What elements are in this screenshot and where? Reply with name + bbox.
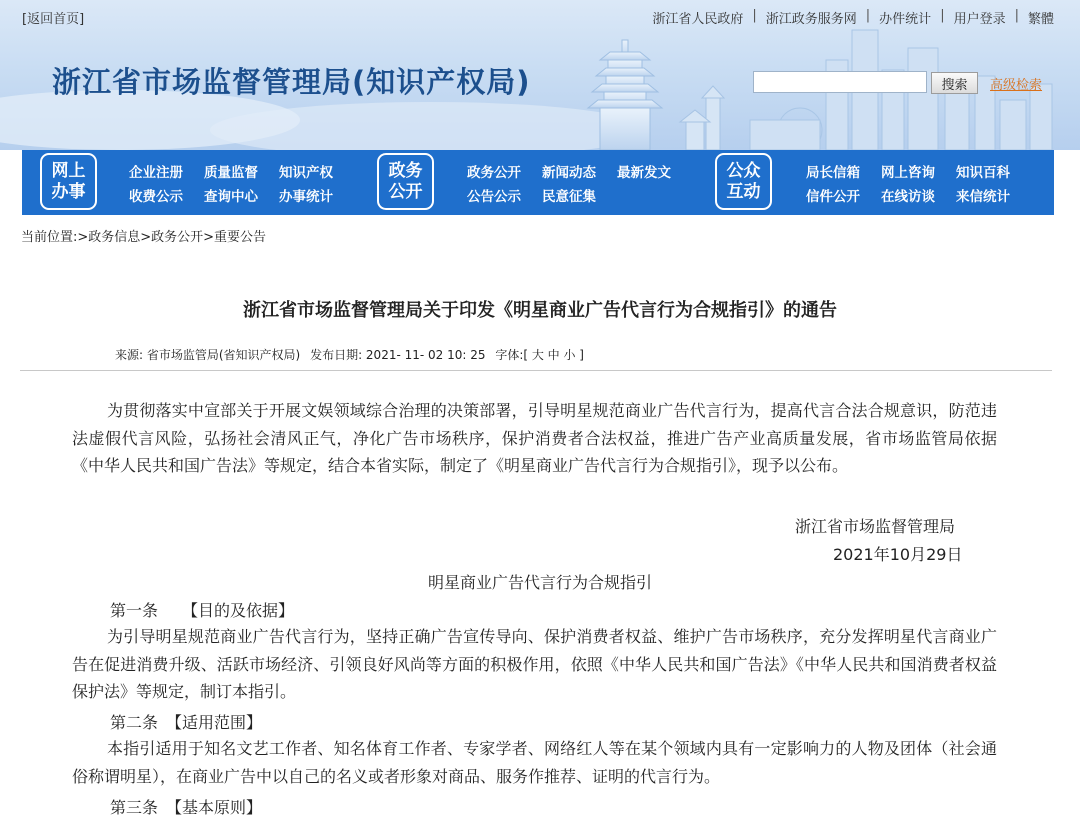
signature-org: 浙江省市场监督管理局 xyxy=(795,517,956,536)
nav-link-latest-docs[interactable]: 最新发文 xyxy=(617,165,671,181)
nav-link-public-letters[interactable]: 信件公开 xyxy=(806,189,860,205)
nav-link-announcements[interactable]: 公告公示 xyxy=(467,189,521,205)
top-nav-separator: | xyxy=(865,8,871,23)
article-1-text: 为引导明星规范商业广告代言行为，坚持正确广告宣传导向、保护消费者权益、维护广告市场秩序，充分发挥明星代言商业广告在促进消费升级、活跃市场经济、引领良好风尚等方面的积极作用，依照《中华人民共和国广告法》《中华人民共和国消费者权益保护法》等规定，制订本指引。 xyxy=(72,627,997,701)
nav-badge-line: 政务 xyxy=(388,160,423,181)
nav-badge-line: 网上 xyxy=(51,160,86,181)
top-nav xyxy=(652,8,1054,27)
breadcrumb: 当前位置:>政务信息>政务公开>重要公告 xyxy=(21,230,267,245)
advanced-search-link[interactable]: 高级检索 xyxy=(990,78,1043,93)
nav-badge-line: 公众 xyxy=(726,160,761,181)
nav-link-news[interactable]: 新闻动态 xyxy=(542,165,596,181)
signature-date: 2021年10月29日 xyxy=(833,545,963,564)
article-1-heading: 第一条 【目的及依据】 xyxy=(110,601,295,620)
nav-badge-line: 互动 xyxy=(726,181,761,202)
nav-link-public-opinion[interactable]: 民意征集 xyxy=(542,189,596,205)
nav-link-online-interview[interactable]: 在线访谈 xyxy=(881,189,935,205)
article-2-text: 本指引适用于知名文艺工作者、知名体育工作者、专家学者、网络红人等在某个领域内具有一定影响力的人物及团体（社会通俗称谓明星），在商业广告中以自己的名义或者形象对商品、服务作推荐、证明的代言行为。 xyxy=(72,739,997,786)
nav-link-quality-supervision[interactable]: 质量监督 xyxy=(204,165,258,181)
nav-link-intellectual-property[interactable]: 知识产权 xyxy=(279,165,333,181)
top-nav-login[interactable]: 用户登录 xyxy=(953,12,1006,27)
nav-link-enterprise-registration[interactable]: 企业注册 xyxy=(129,165,183,181)
nav-link-letter-stats[interactable]: 来信统计 xyxy=(956,189,1010,205)
top-nav-zj-service[interactable]: 浙江政务服务网 xyxy=(765,12,857,27)
nav-badge-public-interaction[interactable] xyxy=(715,153,772,210)
article-source: 来源: 省市场监管局(省知识产权局) xyxy=(115,348,301,362)
font-size-control[interactable]: 字体:[ 大 中 小 ] xyxy=(495,348,584,362)
article-2-heading: 第二条 【适用范围】 xyxy=(110,713,263,732)
back-home-link[interactable]: [返回首页] xyxy=(22,12,85,27)
nav-badge-online-service[interactable] xyxy=(40,153,97,210)
nav-badge-gov-affairs[interactable] xyxy=(377,153,434,210)
nav-link-gov-disclosure[interactable]: 政务公开 xyxy=(467,165,521,181)
main-nav xyxy=(22,150,1054,215)
nav-badge-line: 公开 xyxy=(388,181,423,202)
top-nav-zj-gov[interactable]: 浙江省人民政府 xyxy=(652,12,744,27)
nav-link-query-center[interactable]: 查询中心 xyxy=(204,189,258,205)
guideline-title: 明星商业广告代言行为合规指引 xyxy=(428,573,653,592)
top-nav-case-stats[interactable]: 办件统计 xyxy=(879,12,932,27)
top-nav-separator: | xyxy=(1014,8,1019,23)
article-meta xyxy=(115,346,590,363)
top-nav-separator: | xyxy=(940,8,945,23)
search-button[interactable]: 搜索 xyxy=(931,72,978,94)
nav-link-online-consult[interactable]: 网上咨询 xyxy=(881,165,935,181)
article-title: 浙江省市场监督管理局关于印发《明星商业广告代言行为合规指引》的通告 xyxy=(243,300,837,321)
article-3-heading: 第三条 【基本原则】 xyxy=(110,798,263,817)
nav-link-director-mailbox[interactable]: 局长信箱 xyxy=(806,165,860,181)
header-banner xyxy=(0,0,1080,150)
search-input[interactable] xyxy=(753,71,927,93)
nav-link-service-stats[interactable]: 办事统计 xyxy=(279,189,333,205)
divider xyxy=(20,370,1052,371)
top-nav-separator: | xyxy=(752,8,757,23)
site-title: 浙江省市场监督管理局(知识产权局) xyxy=(52,65,531,99)
article-date: 发布日期: 2021- 11- 02 10: 25 xyxy=(310,348,486,362)
top-nav-traditional[interactable]: 繁體 xyxy=(1027,12,1054,27)
nav-badge-line: 办事 xyxy=(51,181,86,202)
nav-link-knowledge-base[interactable]: 知识百科 xyxy=(956,165,1010,181)
intro-paragraph: 为贯彻落实中宣部关于开展文娱领域综合治理的决策部署，引导明星规范商业广告代言行为，提高代言合法合规意识，防范违法虚假代言风险，弘扬社会清风正气，净化广告市场秩序，保护消费者合法权益，推进广告产业高质量发展，省市场监管局依据《中华人民共和国广告法》等规定，结合本省实际，制定了《明星商业广告代言行为合规指引》，现予以公布。 xyxy=(72,401,997,475)
nav-link-fee-disclosure[interactable]: 收费公示 xyxy=(129,189,183,205)
